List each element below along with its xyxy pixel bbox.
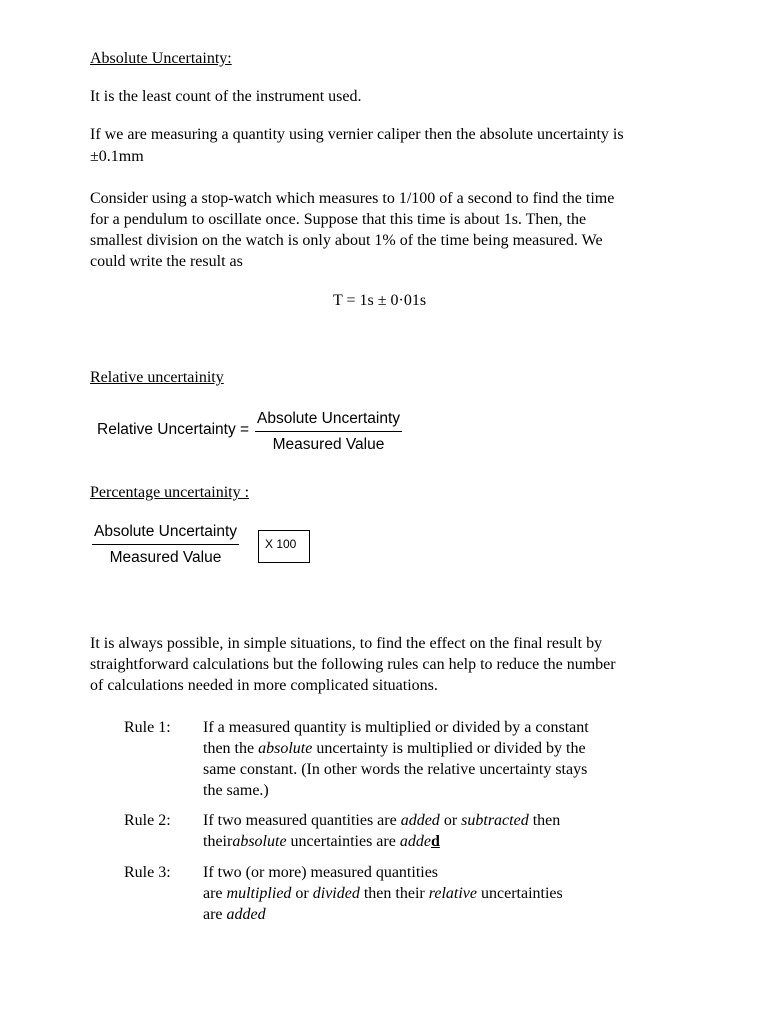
heading-relative-uncertainty: Relative uncertainity (90, 369, 224, 386)
relative-denominator: Measured Value (272, 436, 385, 453)
relative-numerator: Absolute Uncertainty (255, 409, 402, 432)
rule-1-line: If a measured quantity is multiplied or divided by a constant (203, 719, 589, 736)
percentage-denominator: Measured Value (109, 549, 222, 566)
rule-2-label: Rule 2: (124, 812, 171, 829)
percentage-fraction (92, 522, 239, 568)
rules-intro-line: It is always possible, in simple situations, to find the effect on the final result by (90, 635, 603, 652)
multiplier-box: X 100 (258, 530, 310, 563)
relative-fraction (255, 409, 402, 455)
rule-3-line: are added (203, 906, 266, 923)
rule-3-text (203, 862, 643, 925)
rule-3-line: are multiplied or divided then their relative uncertainties (203, 885, 563, 902)
stopwatch-paragraph-line: could write the result as (90, 253, 243, 270)
rule-1-text (203, 717, 643, 801)
heading-percentage-uncertainty: Percentage uncertainity : (90, 484, 250, 501)
rule-3-line: If two (or more) measured quantities (203, 864, 439, 881)
stopwatch-paragraph-line: Consider using a stop-watch which measures to 1/100 of a second to find the time (90, 190, 615, 207)
relative-formula-lhs: Relative Uncertainty = (97, 421, 250, 438)
stopwatch-paragraph-line: smallest division on the watch is only about 1% of the time being measured. We (90, 232, 603, 249)
percentage-numerator: Absolute Uncertainty (92, 522, 239, 545)
heading-absolute-uncertainty: Absolute Uncertainty: (90, 50, 232, 67)
rules-intro-line: of calculations needed in more complicated situations. (90, 677, 438, 694)
rule-1-label: Rule 1: (124, 719, 171, 736)
absolute-definition: It is the least count of the instrument used. (90, 88, 362, 105)
rule-1-line: the same.) (203, 782, 269, 799)
rule-2-text (203, 810, 643, 852)
rule-1-line: same constant. (In other words the relative uncertainty stays (203, 761, 588, 778)
vernier-example-line-1: If we are measuring a quantity using vernier caliper then the absolute uncertainty is (90, 126, 624, 143)
rules-intro-line: straightforward calculations but the following rules can help to reduce the number (90, 656, 616, 673)
rule-2-line: theirabsolute uncertainties are added (203, 833, 440, 850)
vernier-example-line-2: ±0.1mm (90, 148, 144, 165)
stopwatch-paragraph-line: for a pendulum to oscillate once. Suppose that this time is about 1s. Then, the (90, 211, 587, 228)
pendulum-formula: T = 1s ± 0·01s (333, 292, 427, 309)
rule-3-label: Rule 3: (124, 864, 171, 881)
rule-1-line: then the absolute uncertainty is multiplied or divided by the (203, 740, 586, 757)
rule-2-line: If two measured quantities are added or subtracted then (203, 812, 561, 829)
